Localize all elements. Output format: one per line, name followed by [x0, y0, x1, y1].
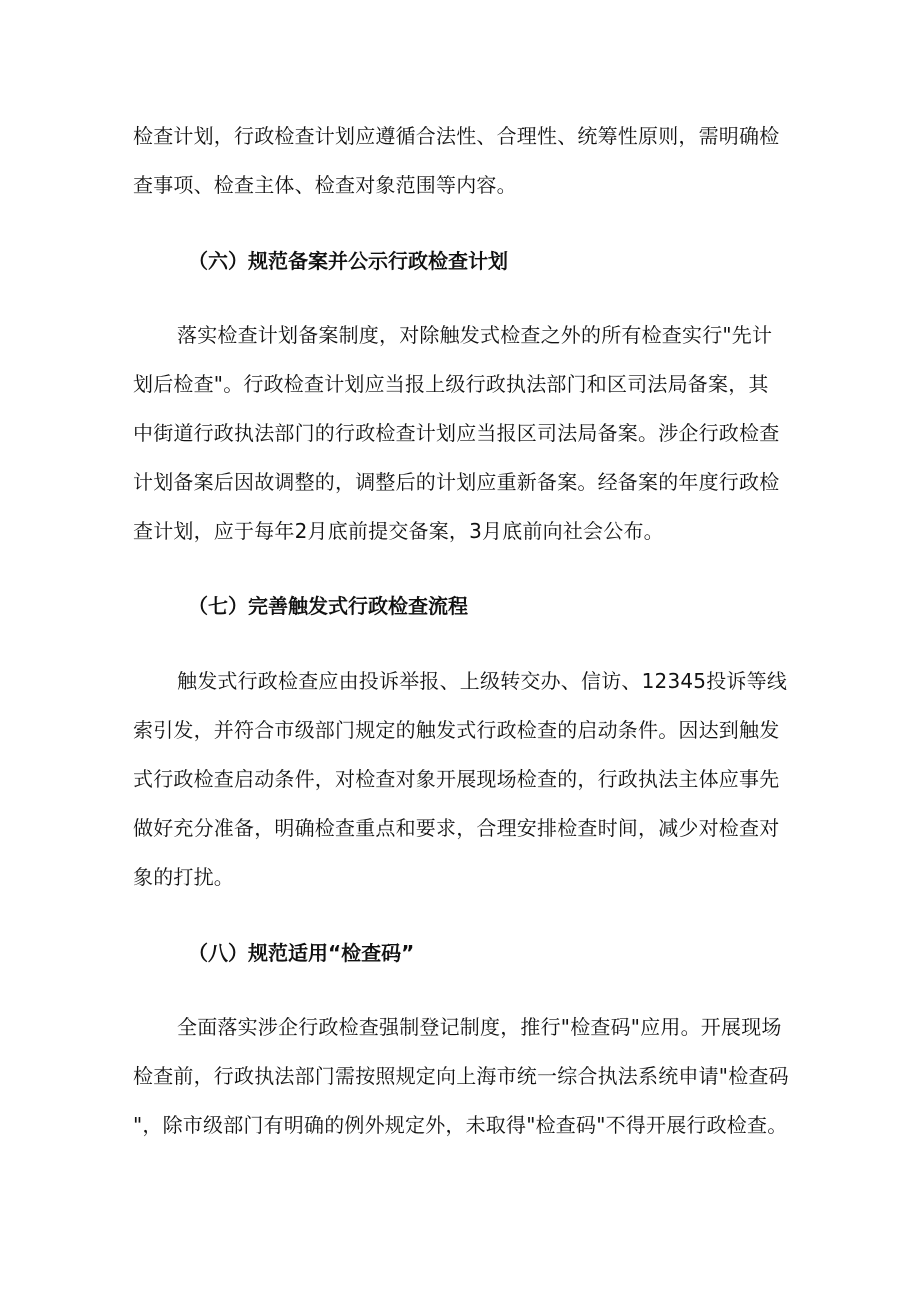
- paragraph-line: 做好充分准备，明确检查重点和要求，合理安排检查时间，减少对检查对: [133, 816, 780, 840]
- paragraph-line: 查事项、检查主体、检查对象范围等内容。: [133, 173, 517, 197]
- section-heading-8: （八）规范适用“检查码”: [188, 941, 415, 965]
- paragraph-line: 划后检查"。行政检查计划应当报上级行政执法部门和区司法局备案，其: [133, 372, 769, 396]
- section-heading-6: （六）规范备案并公示行政检查计划: [188, 249, 508, 273]
- paragraph-line: 式行政检查启动条件，对检查对象开展现场检查的，行政执法主体应事先: [133, 767, 780, 791]
- paragraph-line: 检查计划，行政检查计划应遵循合法性、合理性、统筹性原则，需明确检: [133, 124, 780, 148]
- paragraph-line: 象的打扰。: [133, 865, 234, 889]
- paragraph-line: 全面落实涉企行政检查强制登记制度，推行"检查码"应用。开展现场: [177, 1015, 782, 1039]
- paragraph-line: 查计划，应于每年2月底前提交备案，3月底前向社会公布。: [133, 519, 664, 543]
- paragraph-line: 中街道行政执法部门的行政检查计划应当报区司法局备案。涉企行政检查: [133, 421, 780, 445]
- paragraph-line: 计划备案后因故调整的，调整后的计划应重新备案。经备案的年度行政检: [133, 470, 780, 494]
- paragraph-line: 索引发，并符合市级部门规定的触发式行政检查的启动条件。因达到触发: [133, 718, 780, 742]
- section-heading-7: （七）完善触发式行政检查流程: [188, 594, 468, 618]
- paragraph-line: 触发式行政检查应由投诉举报、上级转交办、信访、12345投诉等线: [177, 669, 788, 693]
- paragraph-line: 检查前，行政执法部门需按照规定向上海市统一综合执法系统申请"检查码: [133, 1064, 789, 1088]
- paragraph-line: "，除市级部门有明确的例外规定外，未取得"检查码"不得开展行政检查。: [133, 1113, 788, 1137]
- paragraph-line: 落实检查计划备案制度，对除触发式检查之外的所有检查实行"先计: [177, 323, 773, 347]
